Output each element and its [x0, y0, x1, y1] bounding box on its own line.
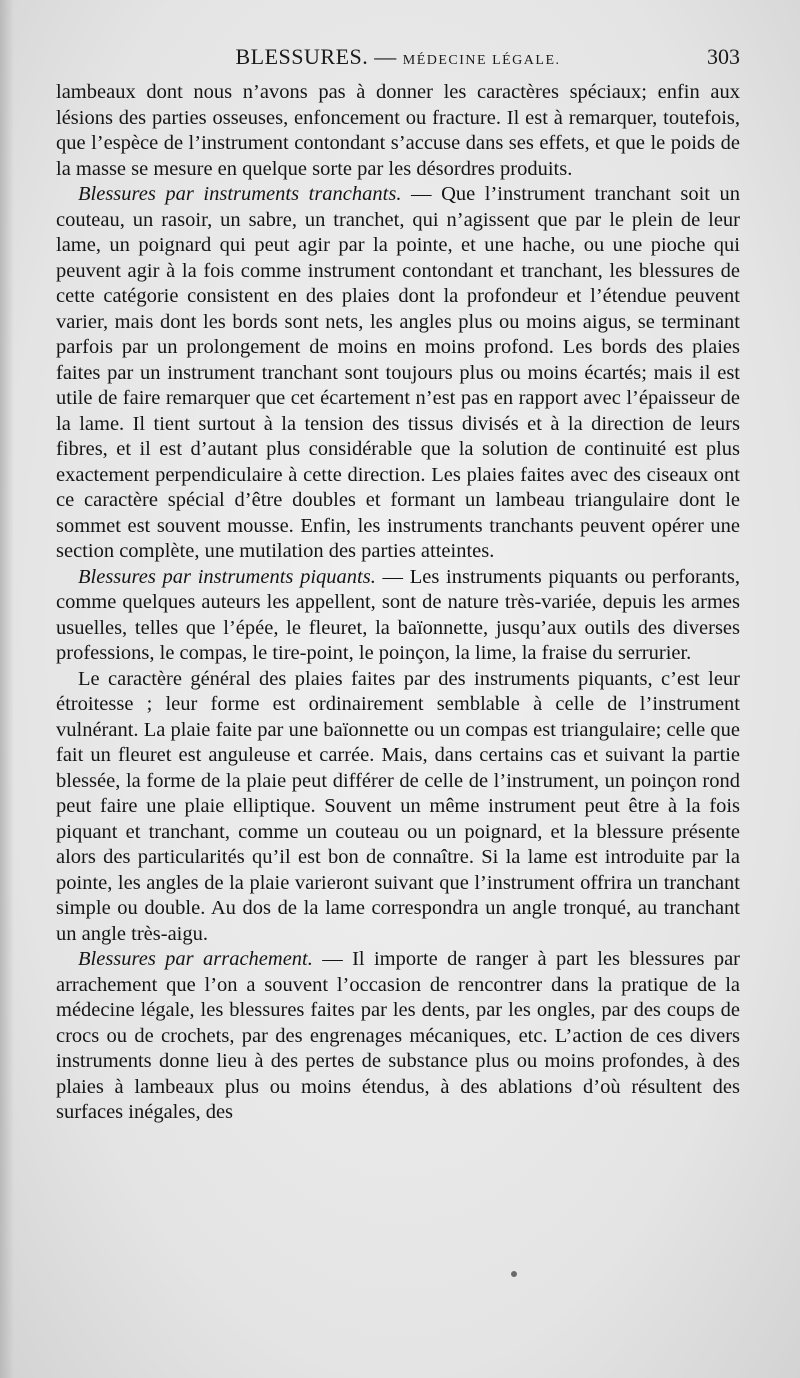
paragraph-text: — Que l’instrument tranchant soit un couteau, un rasoir, un sabre, un tranchet, qui n’agissent que par le plein de leur lame, un poignard qui peut agir par la pointe, et une hache, ou une pioche qui peuvent agir à la fois comme instrument contondant et tranchant, les blessures de cette catégorie consistent en des plaies dont la profondeur et l’étendue peuvent varier, mais dont les bords sont nets, les angles plus ou moins aigus, se terminant parfois par un prolongement de moins en moins profond. Les bords des plaies faites par un instrument tranchant sont toujours plus ou moins écartés; mais il est utile de faire remarquer que cet écartement n’est pas en rapport avec l’épaisseur de la lame. Il tient surtout à la tension des tissus divisés et à la direction de leurs fibres, et il est d’autant plus considérable que la solution de continuité est plus exactement perpendiculaire à cette direction. Les plaies faites avec des ciseaux ont ce caractère spécial d’être doubles et formant un lambeau triangulaire dont le sommet est souvent mousse. Enfin, les instruments tranchants peuvent opérer une section complète, une mutilation des parties atteintes.: [56, 183, 741, 562]
body-text: [56, 80, 740, 1126]
paragraph: [56, 947, 740, 1126]
section-heading: Blessures par arrachement.: [78, 948, 313, 970]
paragraph-text: Le caractère général des plaies faites par des instruments piquants, c’est leur étroitesse ; leur forme est ordinairement semblable à celle de l’instrument vulnérant. La plaie faite par une baïonnette ou un compas est triangulaire; celle que fait un fleuret est anguleuse et carrée. Mais, dans certains cas et suivant la partie blessée, la forme de la plaie peut différer de celle de l’instrument, un poinçon rond peut faire une plaie elliptique. Souvent un même instrument peut être à la fois piquant et tranchant, comme un couteau ou un poignard, et la blessure présente alors des particularités qu’il est bon de connaître. Si la lame est introduite par la pointe, les angles de la plaie varieront suivant que l’instrument offrira un tranchant simple ou double. Au dos de la lame correspondra un angle tronqué, au tranchant un angle très-aigu.: [56, 667, 740, 945]
page-number: 303: [707, 44, 740, 69]
running-title-main: BLESSURES.: [235, 44, 369, 69]
running-title-dash: —: [374, 44, 397, 69]
running-title: [56, 44, 740, 70]
paragraph: [56, 80, 740, 182]
paragraph: [56, 565, 740, 667]
paragraph-text: — Les instruments piquants ou perforants, comme quelques auteurs les appellent, sont de nature très-variée, depuis les armes usuelles, telles que l’épée, le fleuret, la baïonnette, jusqu’aux outils des diverses professions, le compas, le tire-point, le poinçon, la lime, la fraise du serrurier.: [56, 565, 740, 664]
paragraph-text: — Il importe de ranger à part les blessures par arrachement que l’on a souvent l’occasion de rencontrer dans la pratique de la médecine légale, les blessures faites par les dents, par les ongles, par des coups de crocs ou de crochets, par des engrenages mécaniques, etc. L’action de ces divers instruments donne lieu à des pertes de substance plus ou moins profondes, à des plaies à lambeaux plus ou moins étendus, à des ablations d’où résultent des surfaces inégales, des: [56, 948, 741, 1123]
paragraph: [56, 182, 740, 565]
ink-speck: [511, 1271, 517, 1277]
running-header: [56, 38, 740, 78]
paragraph-text: lambeaux dont nous n’avons pas à donner les caractères spéciaux; enfin aux lésions des parties osseuses, enfoncement ou fracture. Il est à remarquer, toutefois, que l’espèce de l’instrument contondant s’accuse dans ses effets, et que le poids de la masse se mesure en quelque sorte par les désordres produits.: [56, 81, 740, 180]
section-heading: Blessures par instruments piquants.: [78, 565, 376, 588]
section-heading: Blessures par instruments tranchants.: [78, 183, 402, 205]
paragraph: [56, 667, 740, 948]
running-title-sub: MÉDECINE LÉGALE.: [402, 53, 561, 68]
